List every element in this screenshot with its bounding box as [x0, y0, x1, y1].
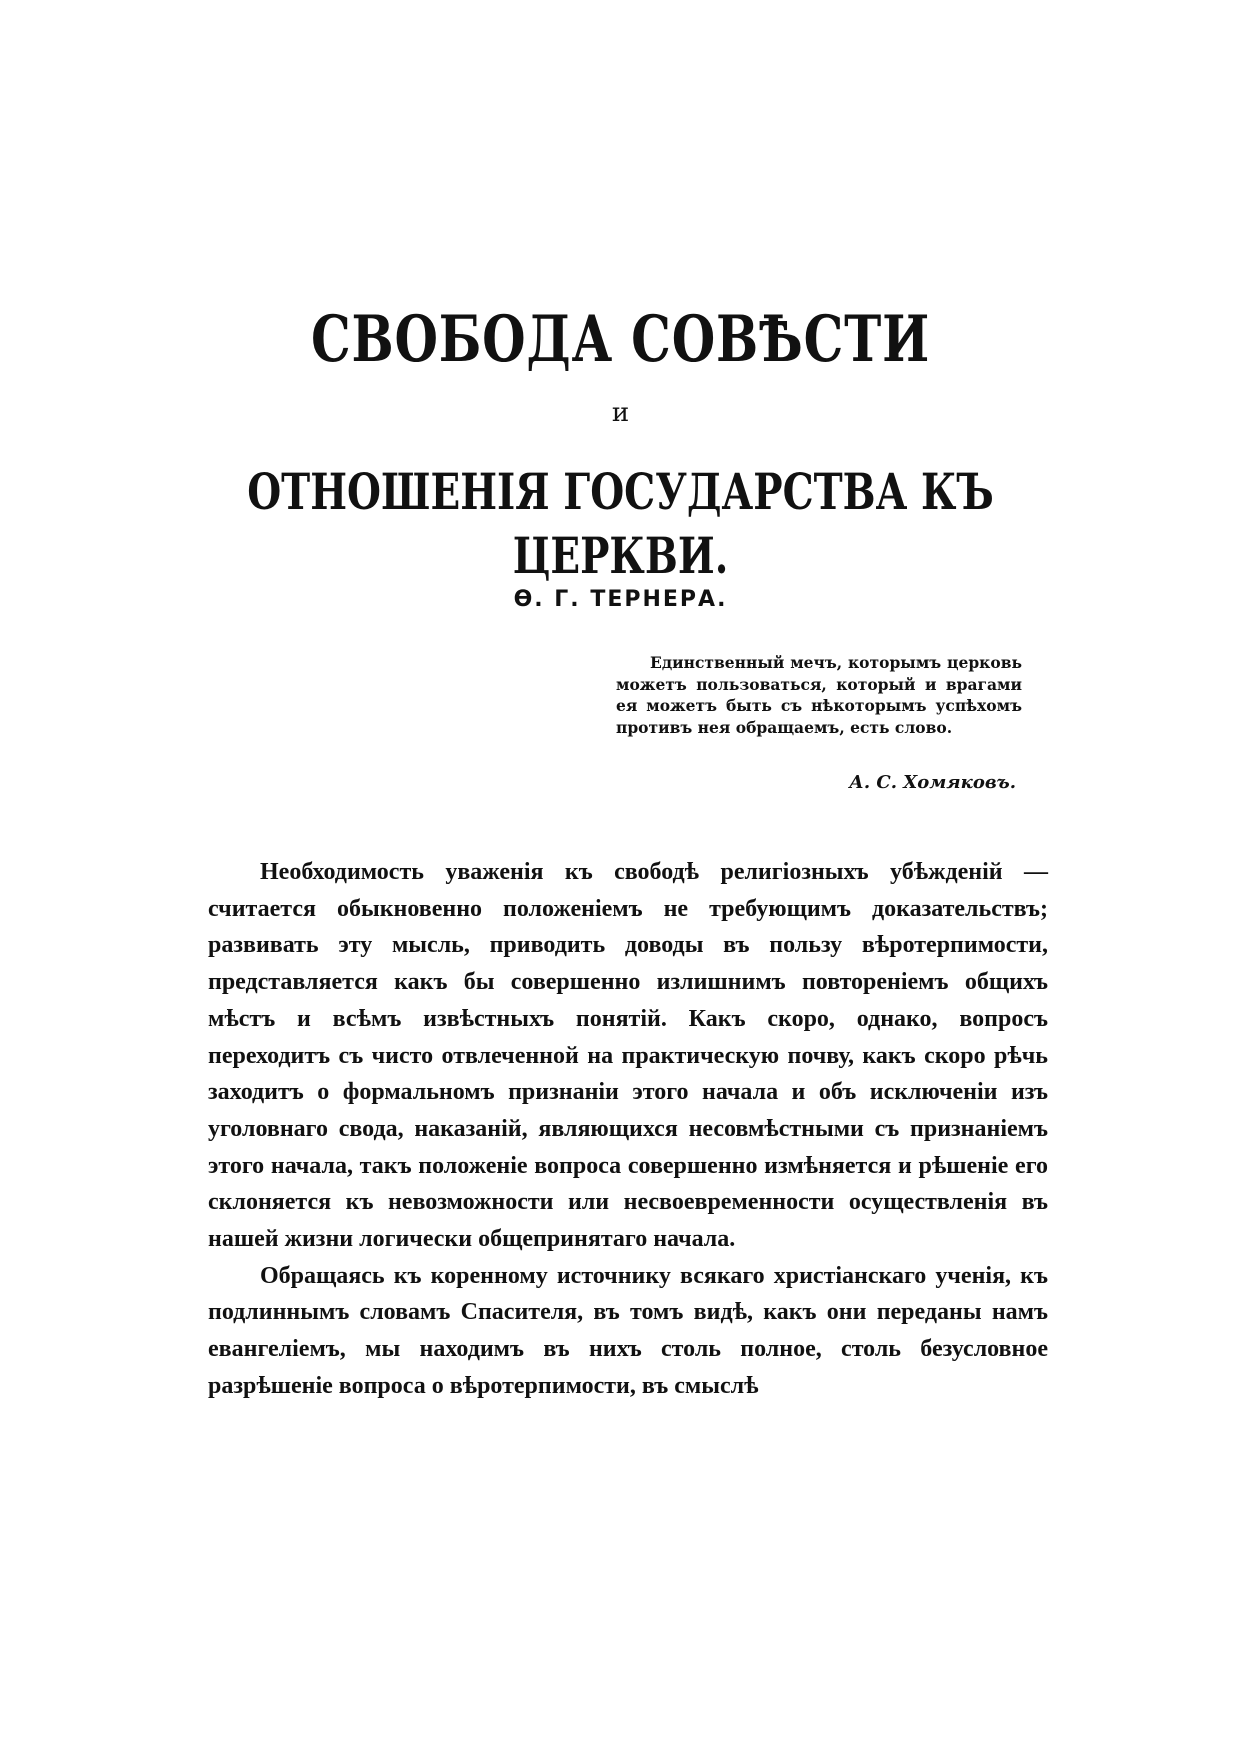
body-text — [208, 854, 1048, 1405]
document-title: СВОБОДА СОВѢСТИ — [310, 302, 931, 377]
document-subtitle: ОТНОШЕНІЯ ГОСУДАРСТВА КЪ ЦЕРКВИ. — [247, 462, 994, 585]
paragraph-1: Необходимость уваженія къ свободѣ религіозныхъ убѣжденій — считается обыкновенно положеніемъ не требующимъ доказательствъ; развивать эту мысль, приводить доводы въ пользу вѣротерпимости, представляется какъ бы совершенно излишнимъ повтореніемъ общихъ мѣстъ и всѣмъ извѣстныхъ понятій. Какъ скоро, однако, вопросъ переходитъ съ чисто отвлеченной на практическую почву, какъ скоро рѣчь заходитъ о формальномъ признаніи этого начала и объ исключеніи изъ уголовнаго свода, наказаній, являющихся несовмѣстными съ признаніемъ этого начала, такъ положеніе вопроса совершенно измѣняется и рѣшеніе его склоняется къ невозможности или несвоевременности осуществленія въ нашей жизни логически общепринятаго начала. — [208, 859, 1048, 1253]
epigraph-text: Единственный мечъ, которымъ церковь можетъ пользоваться, который и врагами ея можетъ быть съ нѣкоторымъ успѣхомъ противъ нея обращаемъ, есть слово. — [616, 653, 1022, 737]
epigraph-attribution: А. С. Хомяковъ. — [849, 772, 1016, 793]
title-conjunction: и — [611, 398, 630, 428]
paragraph-2: Обращаясь къ коренному источнику всякаго христіанскаго ученія, къ подлиннымъ словамъ Спасителя, въ томъ видѣ, какъ они переданы намъ евангеліемъ, мы находимъ въ нихъ столь полное, столь безусловное разрѣшеніе вопроса о вѣротерпимости, въ смыслѣ — [208, 1262, 1048, 1399]
author-name: Ѳ. Г. ТЕРНЕРА. — [513, 587, 728, 612]
